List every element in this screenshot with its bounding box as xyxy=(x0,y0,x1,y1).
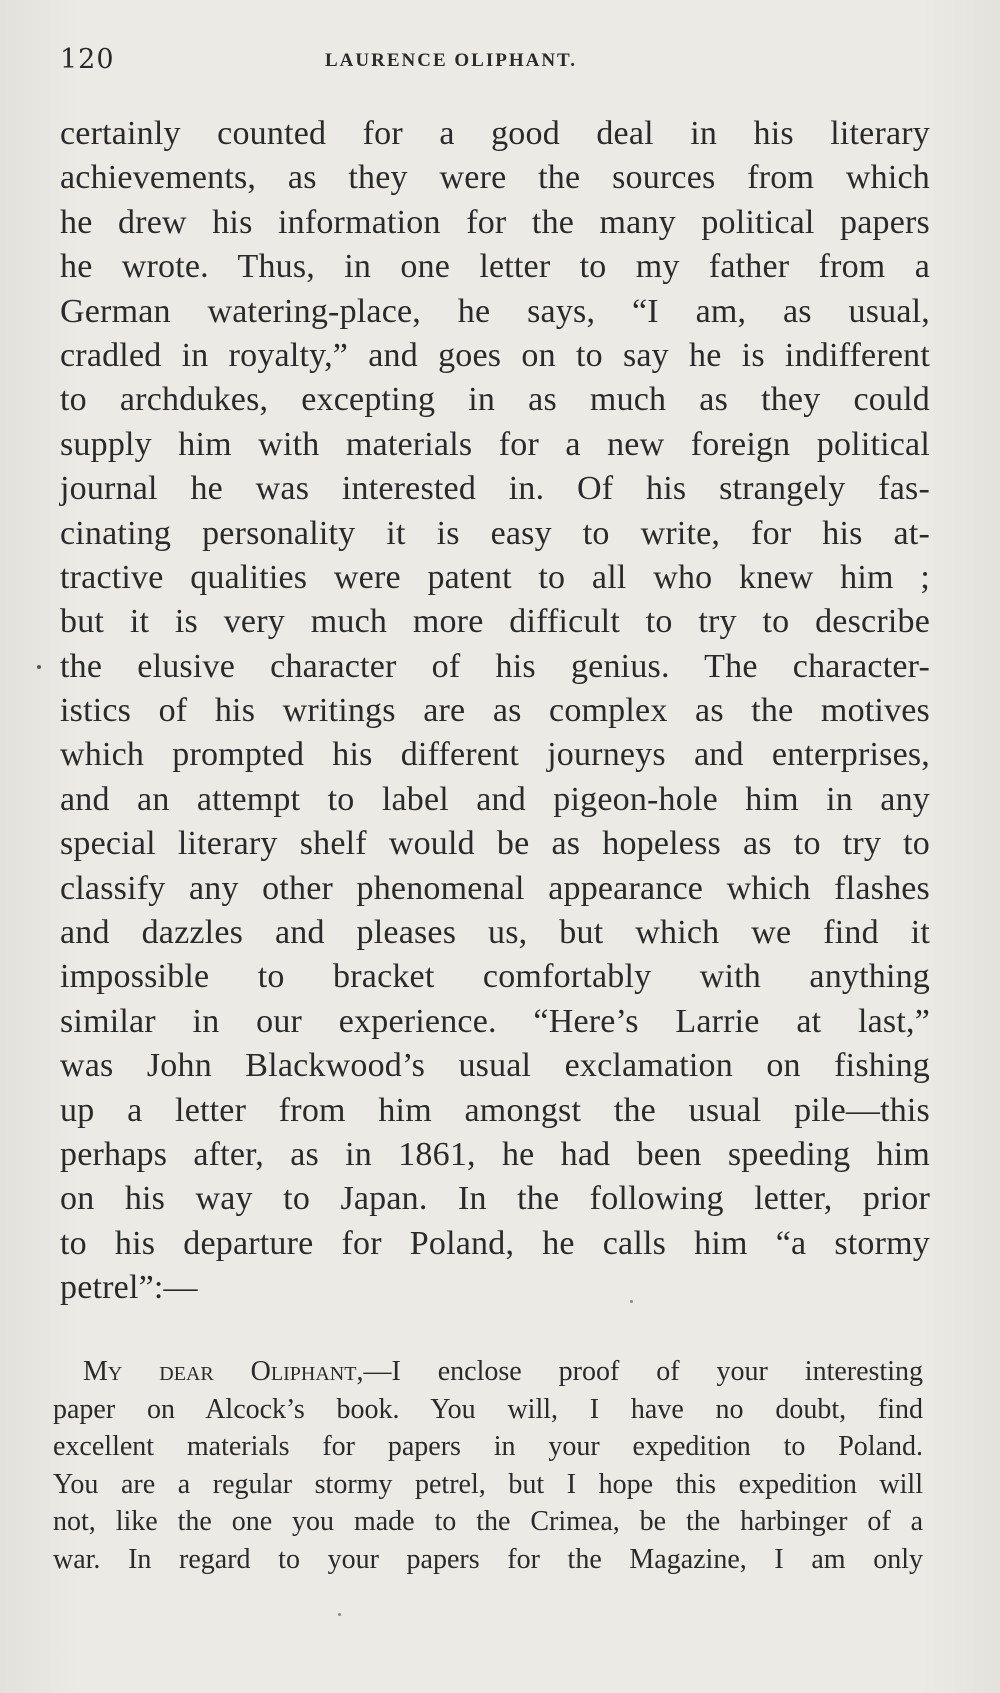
letter-line: excellent materials for papers in your expedition to Poland. xyxy=(53,1431,923,1462)
text-line: cradled in royalty,” and goes on to say he is indifferent xyxy=(60,336,930,374)
quoted-letter xyxy=(53,1353,923,1578)
text-line: and dazzles and pleases us, but which we find it xyxy=(60,914,930,952)
text-line: istics of his writings are as complex as the motives xyxy=(60,692,930,730)
text-line: tractive qualities were patent to all who knew him ; xyxy=(60,558,930,596)
page-number: 120 xyxy=(60,44,115,75)
text-line: German watering-place, he says, “I am, as usual, xyxy=(60,292,930,330)
text-line: petrel”:— xyxy=(60,1269,198,1307)
margin-mark xyxy=(37,665,41,669)
text-line: special literary shelf would be as hopeless as to try to xyxy=(60,825,930,863)
text-line: up a letter from him amongst the usual pile—this xyxy=(60,1091,930,1129)
text-line: on his way to Japan. In the following letter, prior xyxy=(60,1180,930,1218)
letter-line: You are a regular stormy petrel, but I hope this expedition will xyxy=(53,1468,923,1500)
text-line: impossible to bracket comfortably with anything xyxy=(60,958,930,996)
running-header xyxy=(60,44,930,84)
body-paragraph xyxy=(60,112,930,1311)
text-line: he wrote. Thus, in one letter to my father from a xyxy=(60,248,930,286)
letter-opening-text: —I enclose proof of your interesting xyxy=(363,1356,923,1387)
text-line: to his departure for Poland, he calls him “a stormy xyxy=(60,1224,930,1262)
letter-line: not, like the one you made to the Crimea, be the harbinger of a xyxy=(53,1506,923,1537)
text-line: which prompted his different journeys and enterprises, xyxy=(60,736,930,774)
text-line: certainly counted for a good deal in his literary xyxy=(60,115,930,152)
text-line: similar in our experience. “Here’s Larrie at last,” xyxy=(60,1002,930,1040)
text-line: but it is very much more difficult to try to describe xyxy=(60,603,930,641)
paper-speck xyxy=(338,1613,341,1616)
letter-line: war. In regard to your papers for the Magazine, I am only xyxy=(53,1543,923,1575)
text-line: was John Blackwood’s usual exclamation on fishing xyxy=(60,1047,930,1085)
running-title: LAURENCE OLIPHANT. xyxy=(325,50,578,71)
letter-opening-line xyxy=(53,1353,923,1391)
text-line: classify any other phenomenal appearance which flashes xyxy=(60,869,930,907)
text-line: cinating personality it is easy to write, for his at- xyxy=(60,514,930,552)
text-line: and an attempt to label and pigeon-hole him in any xyxy=(60,780,930,818)
text-line: journal he was interested in. Of his strangely fas- xyxy=(60,470,930,508)
letter-line: paper on Alcock’s book. You will, I have no doubt, find xyxy=(53,1393,923,1425)
text-line: he drew his information for the many political papers xyxy=(60,203,930,241)
text-line: supply him with materials for a new foreign political xyxy=(60,425,930,463)
letter-salutation: My dear Oliphant, xyxy=(83,1356,364,1387)
text-line: to archdukes, excepting in as much as they could xyxy=(60,381,930,419)
text-line: the elusive character of his genius. The character- xyxy=(60,647,930,685)
text-line: perhaps after, as in 1861, he had been speeding him xyxy=(60,1135,930,1173)
text-line: achievements, as they were the sources from which xyxy=(60,159,930,197)
